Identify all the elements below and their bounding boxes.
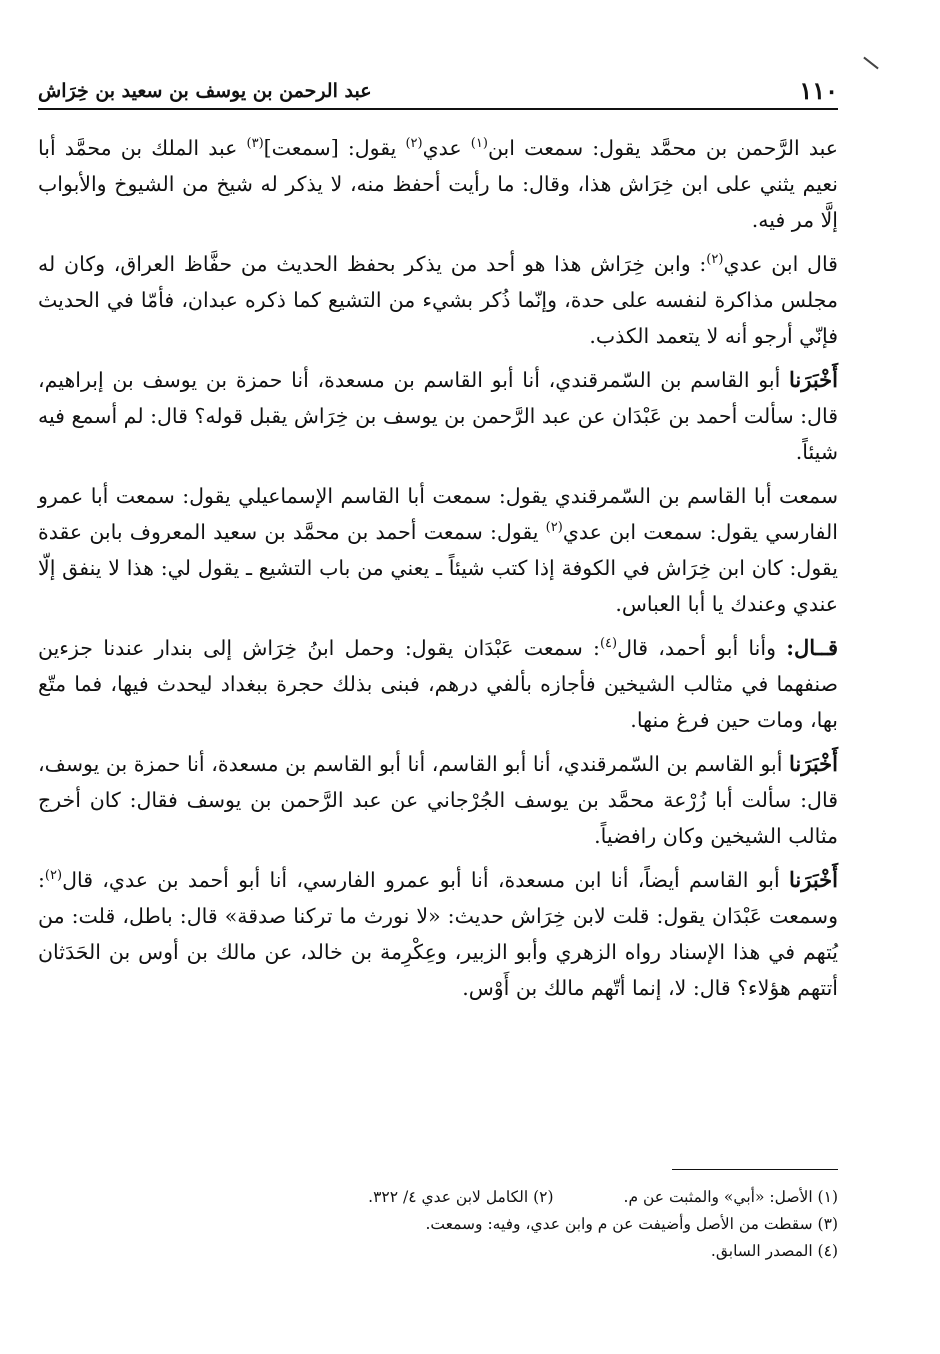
page-header — [38, 72, 838, 106]
running-title: عبد الرحمن بن يوسف بن سعيد بن خِرَاش — [38, 80, 372, 102]
paragraph-text: قال ابن عدي — [723, 252, 838, 276]
paragraph-lead-word: أَخْبَرَنا — [789, 751, 838, 776]
paragraph-text: وأنا أبو أحمد، قال — [617, 636, 787, 660]
paragraph — [38, 478, 838, 622]
footnote-separator — [672, 1169, 838, 1170]
footnote: (٣) سقطت من الأصل وأضيفت عن م وابن عدي، وفيه: وسمعت. — [425, 1215, 838, 1233]
paragraph-text: أبو القاسم بن السّمرقندي، أنا أبو القاسم، أنا أبو القاسم بن مسعدة، أنا حمزة بن يوسف، قال: سألت أبا زُرْعة محمَّد بن يوسف الجُرْجاني عن عبد الرَّحمن بن يوسف فقال: كان أخرج مثالب الشيخين وكان رافضياً. — [38, 752, 838, 848]
footnote-reference: (٣) — [246, 136, 264, 152]
paragraph-text: عبد الرَّحمن بن محمَّد يقول: سمعت ابن — [487, 136, 838, 160]
paragraph-text: يقول: سمعت أحمد بن محمَّد بن سعيد المعروف بابن عقدة يقول: كان ابن خِرَاش في الكوفة إذا كتب شيئاً ـ يعني من باب التشيع ـ يقول لي: هذا لا ينفق إلّا عندي وعندك يا أبا العباس. — [38, 520, 838, 616]
page-number: ١١٠ — [799, 76, 838, 105]
footnote-reference: (٤) — [599, 636, 618, 652]
footnote-reference: (٢) — [545, 520, 563, 536]
paragraph-lead-word: قــال: — [786, 635, 838, 660]
footnote: (٤) المصدر السابق. — [710, 1242, 838, 1260]
paragraph — [38, 630, 838, 738]
footnote-reference: (١) — [470, 136, 488, 152]
paragraph — [38, 362, 838, 470]
main-text — [38, 130, 838, 1014]
paragraph — [38, 130, 838, 238]
paragraph-lead-word: أَخْبَرَنا — [789, 367, 838, 392]
paragraph-text: يقول: [سمعت] — [263, 136, 406, 160]
footnote-row — [38, 1184, 838, 1211]
paragraph-text: : وابن خِرَاش هذا هو أحد من يذكر بحفظ الحديث من حفَّاظ العراق، وكان له مجلس مذاكرة لنفسه على حدة، وإنّما ذُكر بشيء من التشيع كما ذكره عبدان، فأمّا في الحديث فإنّي أرجو أنه لا يتعمد الكذب. — [38, 252, 838, 348]
footnote-row — [38, 1238, 838, 1265]
paragraph — [38, 746, 838, 854]
scan-mark — [863, 57, 878, 70]
footnote-reference: (٢) — [706, 252, 724, 268]
paragraph-lead-word: أَخْبَرَنا — [789, 867, 838, 892]
paragraph — [38, 862, 838, 1006]
paragraph-text: سمعت أبا القاسم بن السّمرقندي يقول: سمعت أبا القاسم الإسماعيلي يقول: سمعت أبا عمرو الفارسي يقول: سمعت ابن عدي — [38, 484, 838, 544]
paragraph-text: عبد الملك بن محمَّد أبا نعيم يثني على ابن خِرَاش هذا، وقال: ما رأيت أحفظ منه، لا يذكر له شيخ من الشيوخ والأبواب إلَّا مر فيه. — [38, 136, 838, 232]
paragraph-text: أبو القاسم بن السّمرقندي، أنا أبو القاسم بن مسعدة، أنا حمزة بن يوسف بن إبراهيم، قال: سألت أحمد بن عَبْدَان عن عبد الرَّحمن بن يوسف بن خِرَاش يقبل قوله؟ قال: لم أسمع فيه شيئاً. — [38, 368, 838, 464]
paragraph-text: أبو القاسم أيضاً، أنا ابن مسعدة، أنا أبو عمرو الفارسي، أنا أبو أحمد بن عدي، قال — [62, 868, 790, 892]
paragraph-text: : وسمعت عَبْدَان يقول: قلت لابن خِرَاش حديث: «لا نورث ما تركنا صدقة» قال: باطل، قلت: من يُتهم في هذا الإسناد رواه الزهري وأبو الزبير، وعِكْرِمة بن خالد، عن مالك بن أوس بن الحَدَثان أتتهم هؤلاء؟ قال: لا، إنما أتّهم مالك بن أَوْس. — [38, 868, 839, 1000]
footnote-row — [38, 1211, 838, 1238]
paragraph — [38, 246, 838, 354]
footnotes — [38, 1184, 838, 1265]
footnote: (٢) الكامل لابن عدي ٤/ ٣٢٢. — [368, 1188, 554, 1206]
footnote-reference: (٢) — [405, 136, 423, 152]
paragraph-text: : سمعت عَبْدَان يقول: وحمل ابنُ خِرَاش إلى بندار عندنا جزءين صنفهما في مثالب الشيخين فأجازه بألفي درهم، فبنى بذلك حجرة ببغداد ليحدث فيها، فما متّع بها، ومات حين فرغ منها. — [38, 636, 838, 732]
header-rule — [38, 108, 838, 110]
footnote-reference: (٢) — [44, 868, 63, 884]
footnote: (١) الأصل: «أبي» والمثبت عن م. — [623, 1188, 838, 1206]
paragraph-text: عدي — [422, 136, 471, 160]
